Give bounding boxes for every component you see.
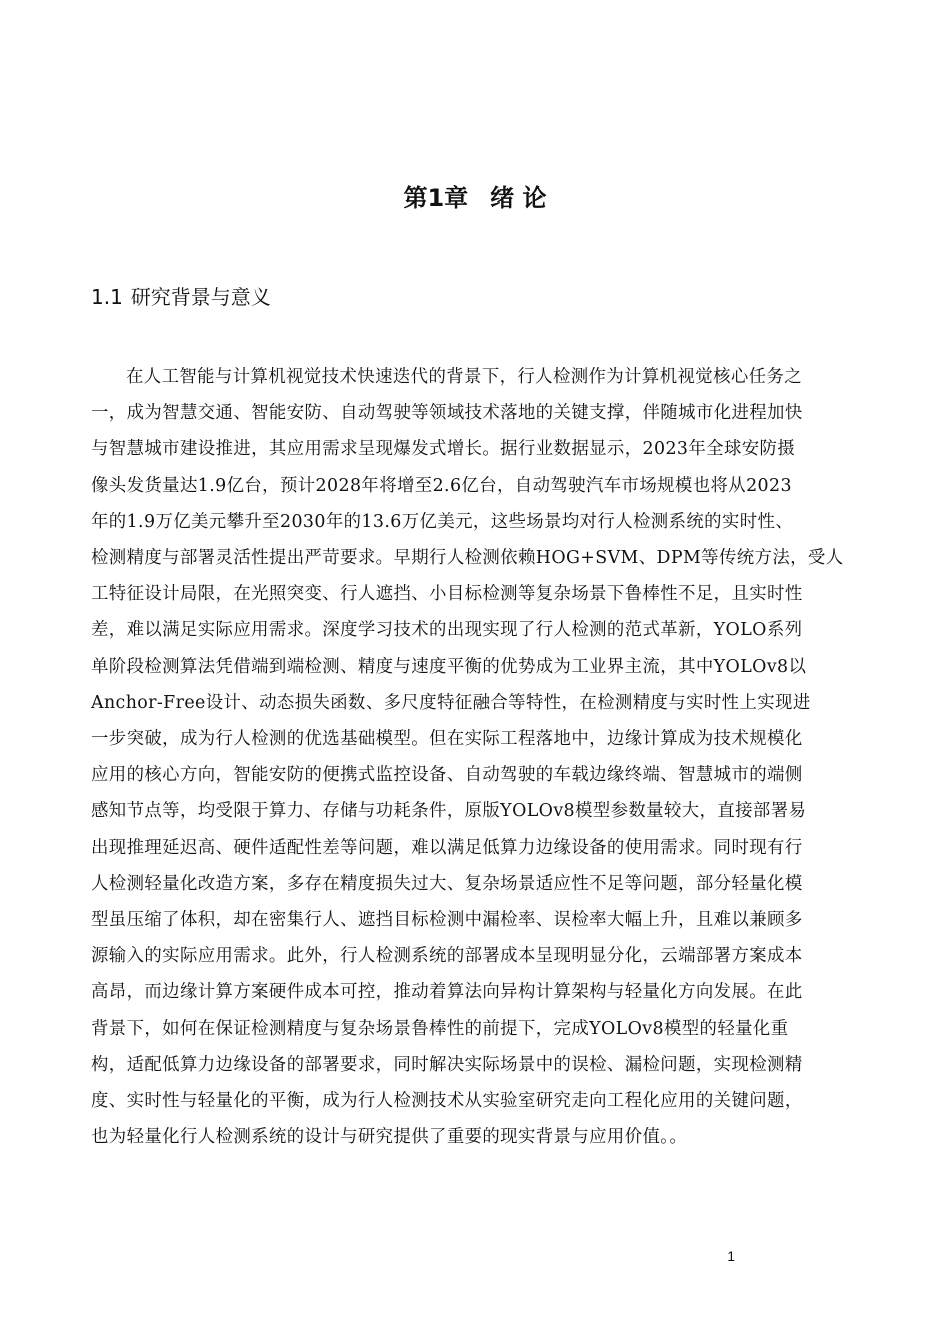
paragraph-line: 工特征设计局限，在光照突变、行人遮挡、小目标检测等复杂场景下鲁棒性不足，且实时性 <box>91 584 803 605</box>
paragraph-line: 一步突破，成为行人检测的优选基础模型。但在实际工程落地中，边缘计算成为技术规模化 <box>91 729 803 750</box>
chapter-label: 第1章 <box>403 184 469 212</box>
section-number: 1.1 <box>91 285 123 309</box>
paragraph-line: 差，难以满足实际应用需求。深度学习技术的出现实现了行人检测的范式革新，YOLO系列 <box>91 620 803 641</box>
paragraph-line: 型虽压缩了体积，却在密集行人、遮挡目标检测中漏检率、误检率大幅上升，且难以兼顾多 <box>91 910 803 931</box>
paragraph-line: 也为轻量化行人检测系统的设计与研究提供了重要的现实背景与应用价值。。 <box>91 1127 688 1148</box>
paragraph-line: 背景下，如何在保证检测精度与复杂场景鲁棒性的前提下，完成YOLOv8模型的轻量化重 <box>91 1018 789 1039</box>
paragraph-line: 像头发货量达1.9亿台，预计2028年将增至2.6亿台，自动驾驶汽车市场规模也将从2023 <box>91 475 792 496</box>
paragraph-line: 应用的核心方向，智能安防的便携式监控设备、自动驾驶的车载边缘终端、智慧城市的端侧 <box>91 765 803 786</box>
section-heading <box>91 282 271 312</box>
paragraph-line: 人检测轻量化改造方案，多存在精度损失过大、复杂场景适应性不足等问题，部分轻量化模 <box>91 873 803 894</box>
paragraph-line: 与智慧城市建设推进，其应用需求呈现爆发式增长。据行业数据显示，2023年全球安防摄 <box>91 439 796 460</box>
paragraph-line: 高昂，而边缘计算方案硬件成本可控，推动着算法向异构计算架构与轻量化方向发展。在此 <box>91 982 803 1003</box>
chapter-title <box>0 180 950 216</box>
paragraph-line: 在人工智能与计算机视觉技术快速迭代的背景下，行人检测作为计算机视觉核心任务之 <box>126 367 803 387</box>
paragraph-line: 构，适配低算力边缘设备的部署要求，同时解决实际场景中的误检、漏检问题，实现检测精 <box>91 1054 803 1075</box>
paragraph-line: 年的1.9万亿美元攀升至2030年的13.6万亿美元，这些场景均对行人检测系统的实时性、 <box>91 511 794 532</box>
chapter-name: 绪 论 <box>490 184 547 212</box>
paragraph-line: 检测精度与部署灵活性提出严苛要求。早期行人检测依赖HOG+SVM、DPM等传统方法，受人 <box>91 548 844 569</box>
paragraph-line: 源输入的实际应用需求。此外，行人检测系统的部署成本呈现明显分化，云端部署方案成本 <box>91 946 803 967</box>
paragraph-line: 出现推理延迟高、硬件适配性差等问题，难以满足低算力边缘设备的使用需求。同时现有行 <box>91 837 803 858</box>
body-paragraph <box>91 359 859 1155</box>
paragraph-line: 感知节点等，均受限于算力、存储与功耗条件，原版YOLOv8模型参数量较大，直接部署易 <box>91 801 807 822</box>
page-number: 1 <box>727 1248 735 1264</box>
paragraph-line: Anchor-Free设计、动态损失函数、多尺度特征融合等特性，在检测精度与实时性上实现进 <box>91 692 811 713</box>
paragraph-line: 度、实时性与轻量化的平衡，成为行人检测技术从实验室研究走向工程化应用的关键问题， <box>91 1091 803 1112</box>
paragraph-line: 单阶段检测算法凭借端到端检测、精度与速度平衡的优势成为工业界主流，其中YOLOv8以 <box>91 656 807 677</box>
section-title: 研究背景与意义 <box>130 285 271 309</box>
paragraph-line: 一，成为智慧交通、智能安防、自动驾驶等领域技术落地的关键支撑，伴随城市化进程加快 <box>91 403 803 424</box>
